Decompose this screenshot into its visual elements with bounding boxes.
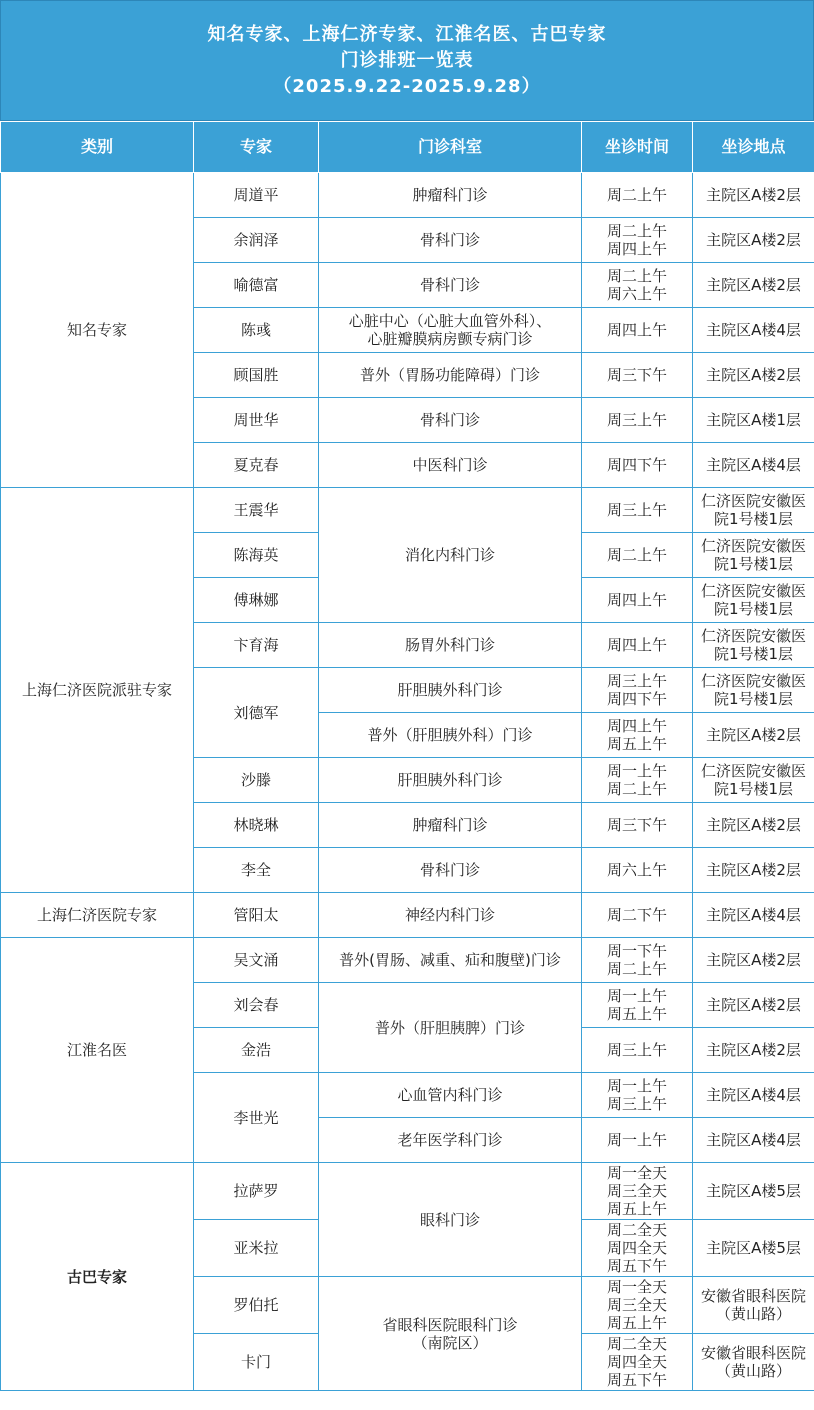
header-department: 门诊科室 — [319, 122, 582, 173]
time-cell: 周二全天 周四全天 周五下午 — [582, 1220, 693, 1277]
expert-cell: 罗伯托 — [194, 1277, 319, 1334]
time-cell: 周二上午 周六上午 — [582, 263, 693, 308]
department-cell: 骨科门诊 — [319, 398, 582, 443]
time-cell: 周四上午 — [582, 623, 693, 668]
location-cell: 主院区A楼4层 — [693, 1073, 814, 1118]
expert-cell: 傅琳娜 — [194, 578, 319, 623]
time-cell: 周一上午 周三上午 — [582, 1073, 693, 1118]
location-cell: 安徽省眼科医院 （黄山路） — [693, 1277, 814, 1334]
location-cell: 主院区A楼5层 — [693, 1220, 814, 1277]
expert-cell: 陈彧 — [194, 308, 319, 353]
department-cell: 骨科门诊 — [319, 263, 582, 308]
location-cell: 仁济医院安徽医 院1号楼1层 — [693, 533, 814, 578]
expert-cell: 亚米拉 — [194, 1220, 319, 1277]
expert-cell: 林晓琳 — [194, 803, 319, 848]
time-cell: 周三上午 — [582, 1028, 693, 1073]
location-cell: 主院区A楼4层 — [693, 308, 814, 353]
title-line-2: 门诊排班一览表 — [340, 49, 474, 71]
time-cell: 周一下午 周二上午 — [582, 938, 693, 983]
expert-cell: 喻德富 — [194, 263, 319, 308]
location-cell: 主院区A楼2层 — [693, 803, 814, 848]
location-cell: 主院区A楼2层 — [693, 1028, 814, 1073]
location-cell: 主院区A楼4层 — [693, 1118, 814, 1163]
location-cell: 主院区A楼4层 — [693, 443, 814, 488]
time-cell: 周一全天 周三全天 周五上午 — [582, 1163, 693, 1220]
location-cell: 主院区A楼2层 — [693, 173, 814, 218]
time-cell: 周四下午 — [582, 443, 693, 488]
location-cell: 主院区A楼4层 — [693, 893, 814, 938]
department-cell: 心脏中心（心脏大血管外科）、 心脏瓣膜病房颤专病门诊 — [319, 308, 582, 353]
location-cell: 仁济医院安徽医 院1号楼1层 — [693, 623, 814, 668]
expert-cell: 周世华 — [194, 398, 319, 443]
department-cell: 肿瘤科门诊 — [319, 173, 582, 218]
expert-cell: 卞育海 — [194, 623, 319, 668]
header-category: 类别 — [1, 122, 194, 173]
expert-cell: 李世光 — [194, 1073, 319, 1163]
location-cell: 主院区A楼2层 — [693, 983, 814, 1028]
time-cell: 周二全天 周四全天 周五下午 — [582, 1334, 693, 1391]
time-cell: 周六上午 — [582, 848, 693, 893]
department-cell: 眼科门诊 — [319, 1163, 582, 1277]
table-row — [1, 173, 814, 218]
category-cell: 上海仁济医院专家 — [1, 893, 194, 938]
title-banner — [0, 0, 814, 121]
department-cell: 普外（肝胆胰脾）门诊 — [319, 983, 582, 1073]
location-cell: 主院区A楼2层 — [693, 938, 814, 983]
expert-cell: 卡门 — [194, 1334, 319, 1391]
time-cell: 周一上午 周五上午 — [582, 983, 693, 1028]
department-cell: 普外（胃肠功能障碍）门诊 — [319, 353, 582, 398]
location-cell: 主院区A楼2层 — [693, 713, 814, 758]
time-cell: 周一上午 周二上午 — [582, 758, 693, 803]
expert-cell: 管阳太 — [194, 893, 319, 938]
location-cell: 仁济医院安徽医 院1号楼1层 — [693, 488, 814, 533]
table-row — [1, 893, 814, 938]
department-cell: 普外(胃肠、减重、疝和腹壁)门诊 — [319, 938, 582, 983]
department-cell: 老年医学科门诊 — [319, 1118, 582, 1163]
location-cell: 主院区A楼2层 — [693, 218, 814, 263]
time-cell: 周三上午 — [582, 398, 693, 443]
expert-cell: 陈海英 — [194, 533, 319, 578]
expert-cell: 拉萨罗 — [194, 1163, 319, 1220]
time-cell: 周一上午 — [582, 1118, 693, 1163]
time-cell: 周一全天 周三全天 周五上午 — [582, 1277, 693, 1334]
category-cell: 古巴专家 — [1, 1163, 194, 1391]
header-expert: 专家 — [194, 122, 319, 173]
time-cell: 周三上午 周四下午 — [582, 668, 693, 713]
location-cell: 主院区A楼2层 — [693, 848, 814, 893]
expert-cell: 夏克春 — [194, 443, 319, 488]
header-time: 坐诊时间 — [582, 122, 693, 173]
title-line-1: 知名专家、上海仁济专家、江淮名医、古巴专家 — [207, 23, 607, 45]
department-cell: 中医科门诊 — [319, 443, 582, 488]
header-location: 坐诊地点 — [693, 122, 814, 173]
department-cell: 肝胆胰外科门诊 — [319, 668, 582, 713]
time-cell: 周二下午 — [582, 893, 693, 938]
table-row — [1, 938, 814, 983]
expert-cell: 顾国胜 — [194, 353, 319, 398]
department-cell: 肠胃外科门诊 — [319, 623, 582, 668]
department-cell: 消化内科门诊 — [319, 488, 582, 623]
location-cell: 安徽省眼科医院 （黄山路） — [693, 1334, 814, 1391]
title-line-3: （2025.9.22-2025.9.28） — [273, 75, 541, 97]
expert-cell: 余润泽 — [194, 218, 319, 263]
expert-cell: 刘会春 — [194, 983, 319, 1028]
time-cell: 周四上午 周五上午 — [582, 713, 693, 758]
category-cell: 知名专家 — [1, 173, 194, 488]
location-cell: 仁济医院安徽医 院1号楼1层 — [693, 578, 814, 623]
schedule-table — [0, 121, 814, 1391]
department-cell: 心血管内科门诊 — [319, 1073, 582, 1118]
location-cell: 仁济医院安徽医 院1号楼1层 — [693, 758, 814, 803]
expert-cell: 李全 — [194, 848, 319, 893]
table-row — [1, 1163, 814, 1220]
time-cell: 周二上午 周四上午 — [582, 218, 693, 263]
time-cell: 周三上午 — [582, 488, 693, 533]
expert-cell: 刘德军 — [194, 668, 319, 758]
time-cell: 周四上午 — [582, 578, 693, 623]
table-row — [1, 488, 814, 533]
expert-cell: 王震华 — [194, 488, 319, 533]
location-cell: 主院区A楼2层 — [693, 353, 814, 398]
expert-cell: 吴文涌 — [194, 938, 319, 983]
expert-cell: 周道平 — [194, 173, 319, 218]
location-cell: 仁济医院安徽医 院1号楼1层 — [693, 668, 814, 713]
time-cell: 周二上午 — [582, 533, 693, 578]
location-cell: 主院区A楼1层 — [693, 398, 814, 443]
time-cell: 周三下午 — [582, 353, 693, 398]
department-cell: 肿瘤科门诊 — [319, 803, 582, 848]
time-cell: 周二上午 — [582, 173, 693, 218]
time-cell: 周三下午 — [582, 803, 693, 848]
time-cell: 周四上午 — [582, 308, 693, 353]
location-cell: 主院区A楼5层 — [693, 1163, 814, 1220]
department-cell: 神经内科门诊 — [319, 893, 582, 938]
location-cell: 主院区A楼2层 — [693, 263, 814, 308]
expert-cell: 沙滕 — [194, 758, 319, 803]
department-cell: 骨科门诊 — [319, 218, 582, 263]
header-row — [1, 122, 814, 173]
category-cell: 江淮名医 — [1, 938, 194, 1163]
category-cell: 上海仁济医院派驻专家 — [1, 488, 194, 893]
department-cell: 骨科门诊 — [319, 848, 582, 893]
expert-cell: 金浩 — [194, 1028, 319, 1073]
department-cell: 省眼科医院眼科门诊 （南院区） — [319, 1277, 582, 1391]
department-cell: 肝胆胰外科门诊 — [319, 758, 582, 803]
department-cell: 普外（肝胆胰外科）门诊 — [319, 713, 582, 758]
